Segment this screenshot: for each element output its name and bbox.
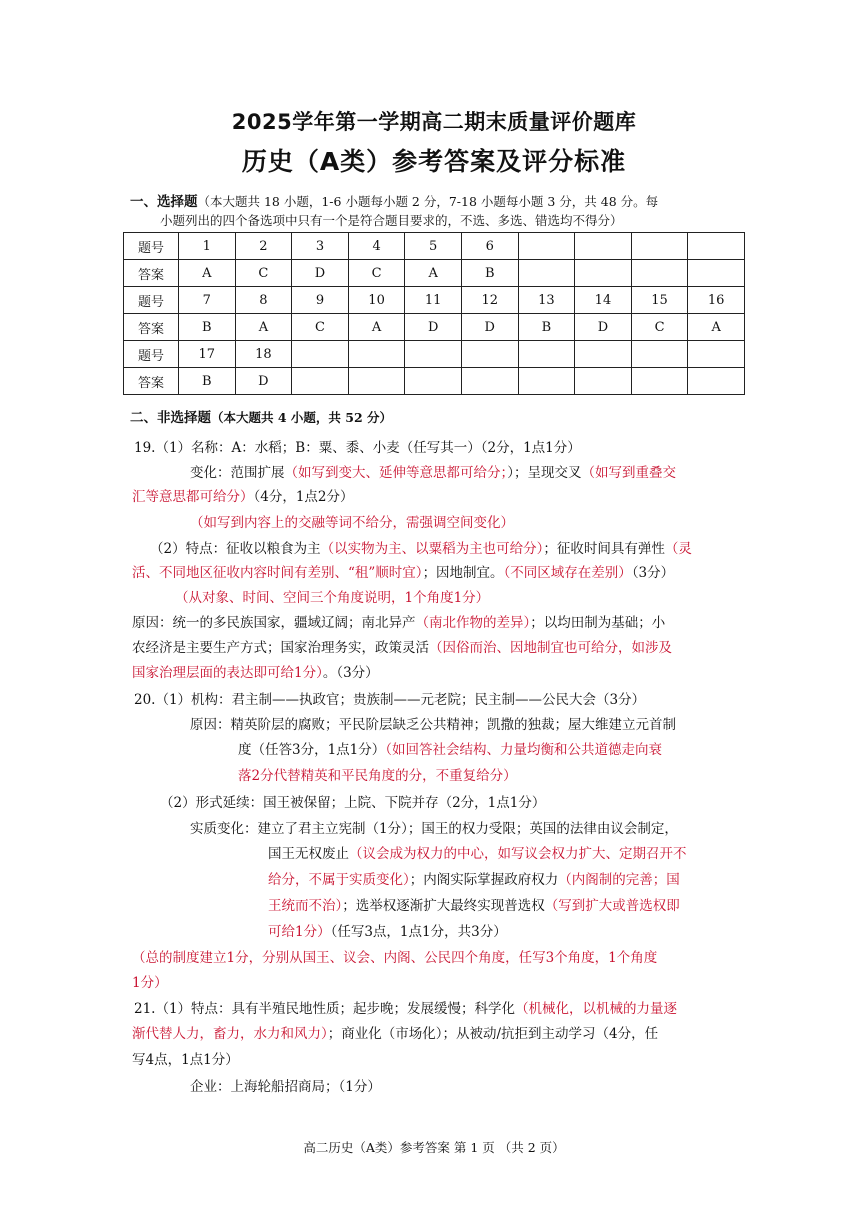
grading-note: 活、不同地区征收内容时间有差别、“租”顺时宜）: [132, 565, 423, 581]
answer-line-q20-2f: [268, 921, 507, 943]
answer-line-q19-1d: [190, 512, 514, 534]
answer-cell: C: [631, 314, 688, 341]
answer-row: [124, 314, 745, 341]
answer-cell: A: [348, 314, 405, 341]
question-number-cell: [461, 341, 518, 368]
question-number-row: [124, 287, 745, 314]
grading-note: 可给1分）: [268, 924, 331, 940]
grading-note: 汇等意思都可给分）: [132, 489, 254, 505]
row-label: 题号: [124, 341, 179, 368]
answer-cell: D: [575, 314, 632, 341]
question-number-cell: [405, 341, 462, 368]
grading-note: （如回答社会结构、力量均衡和公共道德走向衰: [385, 742, 663, 758]
answer-line-q19-2c: [175, 587, 489, 609]
grading-note: （总的制度建立1分，分别从国王、议会、内阁、公民四个角度，任写3个角度，1个角度: [132, 950, 658, 966]
grading-note: （如写到变大、延伸等意思都可给分；: [284, 465, 508, 481]
answer-line-q20-2e: [268, 895, 680, 917]
question-number-cell: 17: [179, 341, 236, 368]
answer-text: （2）特点：征收以粮食为主: [150, 541, 321, 557]
answer-text: 20.（1）机构：君主制——执政官；贵族制——元老院；民主制——公民大会（3分）: [134, 692, 646, 708]
row-label: 题号: [124, 287, 179, 314]
grading-note: （机械化，以机械的力量逐: [515, 1001, 678, 1017]
grading-note: （写到扩大或普选权即: [544, 898, 680, 914]
question-number-cell: [688, 341, 745, 368]
answer-text: 21.（1）特点：具有半殖民地性质；起步晚；发展缓慢；科学化: [134, 1001, 516, 1017]
answer-line-q20-1b: [190, 714, 676, 736]
grading-note: （灵: [664, 541, 692, 557]
answer-cell: B: [179, 368, 236, 395]
answer-cell: D: [235, 368, 292, 395]
answer-text: （任写3点，1点1分，共3分）: [330, 924, 507, 940]
grading-note: 国家治理层面的表达即可给1分）: [132, 665, 323, 681]
answer-line-q20-1c: [238, 739, 662, 761]
row-label: 答案: [124, 314, 179, 341]
answer-line-q19-1b: [190, 462, 676, 484]
question-number-cell: [348, 341, 405, 368]
answer-cell: C: [348, 260, 405, 287]
answer-cell: C: [235, 260, 292, 287]
answer-cell: [405, 368, 462, 395]
answer-line-q20-2a: [160, 792, 545, 814]
answer-cell: D: [461, 314, 518, 341]
answer-text: 原因：统一的多民族国家，疆域辽阔；南北异产: [132, 615, 416, 631]
question-number-cell: 14: [575, 287, 632, 314]
question-number-row: [124, 341, 745, 368]
row-label: 答案: [124, 260, 179, 287]
grading-note: （南北作物的差异）: [415, 615, 531, 631]
answer-cell: A: [405, 260, 462, 287]
answer-text: 度（任答3分，1点1分）: [238, 742, 386, 758]
page-subtitle: 历史（A类）参考答案及评分标准: [241, 147, 627, 176]
question-number-cell: [688, 233, 745, 260]
answer-cell: B: [179, 314, 236, 341]
answer-text: 企业：上海轮船招商局；（1分）: [190, 1079, 381, 1095]
answer-text: ；商业化（市场化）；从被动/抗拒到主动学习（4分，任: [327, 1026, 659, 1042]
question-number-cell: [631, 341, 688, 368]
question-number-cell: 16: [688, 287, 745, 314]
answer-cell: A: [688, 314, 745, 341]
answer-line-q20-1d: [238, 765, 517, 787]
answer-line-q19-2e: [132, 637, 672, 659]
answer-row: [124, 368, 745, 395]
grading-note: 渐代替人力，畜力，水力和风力）: [132, 1026, 328, 1042]
section2-note: （本大题共 4 小题，共 52 分）: [211, 410, 393, 425]
answer-line-q21-1a: [134, 998, 677, 1020]
question-number-cell: [518, 341, 575, 368]
answer-cell: C: [292, 314, 349, 341]
question-number-cell: 4: [348, 233, 405, 260]
answer-text: （2）形式延续：国王被保留；上院、下院并存（2分，1点1分）: [160, 795, 546, 811]
grading-note: （从对象、时间、空间三个角度说明，1个角度1分）: [175, 590, 490, 606]
grading-note: （因俗而治、因地制宜也可给分，如涉及: [429, 640, 672, 656]
question-number-cell: 12: [461, 287, 518, 314]
grading-note: （议会成为权力的中心，如写议会权力扩大、定期召开不: [349, 846, 687, 862]
question-number-cell: [292, 341, 349, 368]
question-number-cell: 11: [405, 287, 462, 314]
grading-note: 1分）: [132, 975, 168, 991]
answer-text: （4分，1点2分）: [253, 489, 354, 505]
answer-text: 国王无权废止: [268, 846, 349, 862]
answer-row: [124, 260, 745, 287]
question-number-cell: 2: [235, 233, 292, 260]
answer-cell: D: [292, 260, 349, 287]
grading-note: （内阁制的完善；国: [558, 872, 680, 888]
question-number-cell: 7: [179, 287, 236, 314]
answer-cell: A: [235, 314, 292, 341]
answer-line-q20-2b: [190, 818, 678, 840]
answer-text: ；内阁实际掌握政府权力: [409, 872, 559, 888]
question-number-cell: 5: [405, 233, 462, 260]
answer-text: ；征收时间具有弹性: [543, 541, 665, 557]
answer-line-q20-2c: [268, 843, 687, 865]
answer-text: 原因：精英阶层的腐败；平民阶层缺乏公共精神；凯撒的独裁；屋大维建立元首制: [190, 717, 676, 733]
grading-note: （以实物为主、以粟稻为主也可给分）: [320, 541, 544, 557]
answer-line-q19-2f: [132, 662, 379, 684]
answer-line-q19-2d: [132, 612, 665, 634]
answer-cell: [292, 368, 349, 395]
answer-line-q19-1c: [132, 486, 354, 508]
section1-note-1: （本大题共 18 小题，1-6 小题每小题 2 分，7-18 小题每小题 3 分，共 48 分。每: [197, 194, 659, 209]
row-label: 答案: [124, 368, 179, 395]
question-number-cell: [518, 233, 575, 260]
answer-line-q20-2h: [132, 972, 168, 994]
answer-text: 变化：范围扩展: [190, 465, 285, 481]
answer-cell: [348, 368, 405, 395]
section2-title: 二、非选择题: [130, 410, 211, 426]
section1-note-2: 小题列出的四个备选项中只有一个是符合题目要求的，不选、多选、错选均不得分）: [160, 213, 623, 228]
answer-cell: [518, 368, 575, 395]
answer-table: [123, 232, 745, 395]
answer-text: 19.（1）名称：A：水稻；B：粟、黍、小麦（任写其一）（2分，1点1分）: [134, 440, 581, 456]
answer-text: （3分）: [631, 565, 675, 581]
answer-line-q21-1b: [132, 1023, 658, 1045]
answer-text: 。（3分）: [322, 665, 379, 681]
answer-line-q19-1a: [134, 437, 581, 459]
answer-text: 写4点，1点1分）: [132, 1052, 239, 1068]
page-title: 2025学年第一学期高二期末质量评价题库: [231, 110, 637, 134]
answer-text: ；选举权逐渐扩大最终实现普选权: [342, 898, 545, 914]
grading-note: （不同区域存在差别）: [503, 565, 632, 581]
answer-text: ；因地制宜。: [422, 565, 504, 581]
answer-line-q20-2g: [132, 947, 657, 969]
answer-text: 农经济是主要生产方式；国家治理务实，政策灵活: [132, 640, 429, 656]
question-number-cell: 18: [235, 341, 292, 368]
question-number-cell: 10: [348, 287, 405, 314]
answer-cell: A: [179, 260, 236, 287]
section2-heading: [130, 407, 392, 429]
grading-note: 落2分代替精英和平民角度的分，不重复给分）: [238, 768, 517, 784]
answer-cell: D: [405, 314, 462, 341]
answer-cell: [688, 260, 745, 287]
section1-title: 一、选择题: [130, 194, 198, 210]
grading-note: 王统而不治）: [268, 898, 343, 914]
answer-line-q20-2d: [268, 869, 680, 891]
answer-cell: [575, 368, 632, 395]
question-number-cell: 13: [518, 287, 575, 314]
answer-line-q20-1a: [134, 689, 645, 711]
answer-cell: [575, 260, 632, 287]
question-number-cell: 1: [179, 233, 236, 260]
answer-cell: [461, 368, 518, 395]
answer-cell: [518, 260, 575, 287]
answer-cell: [688, 368, 745, 395]
answer-cell: [631, 368, 688, 395]
answer-line-q19-2a: [150, 538, 692, 560]
grading-note: （如写到内容上的交融等词不给分，需强调空间变化）: [190, 515, 514, 531]
grading-note: （如写到重叠交: [581, 465, 676, 481]
answer-text: ；以均田制为基础；小: [530, 615, 666, 631]
page-footer: 高二历史（A类）参考答案 第 1 页 （共 2 页）: [303, 1140, 565, 1155]
answer-cell: B: [518, 314, 575, 341]
row-label: 题号: [124, 233, 179, 260]
grading-note: 给分，不属于实质变化）: [268, 872, 410, 888]
question-number-cell: [575, 341, 632, 368]
question-number-cell: [575, 233, 632, 260]
answer-line-q21-1d: [190, 1076, 381, 1098]
question-number-cell: 3: [292, 233, 349, 260]
question-number-cell: 15: [631, 287, 688, 314]
question-number-row: [124, 233, 745, 260]
question-number-cell: 9: [292, 287, 349, 314]
answer-cell: [631, 260, 688, 287]
question-number-cell: 6: [461, 233, 518, 260]
answer-line-q19-2b: [132, 562, 674, 584]
answer-text: ）；呈现交叉: [507, 465, 582, 481]
answer-cell: B: [461, 260, 518, 287]
answer-text: 实质变化：建立了君主立宪制（1分）；国王的权力受限；英国的法律由议会制定，: [190, 821, 678, 837]
question-number-cell: 8: [235, 287, 292, 314]
answer-line-q21-1c: [132, 1049, 239, 1071]
question-number-cell: [631, 233, 688, 260]
